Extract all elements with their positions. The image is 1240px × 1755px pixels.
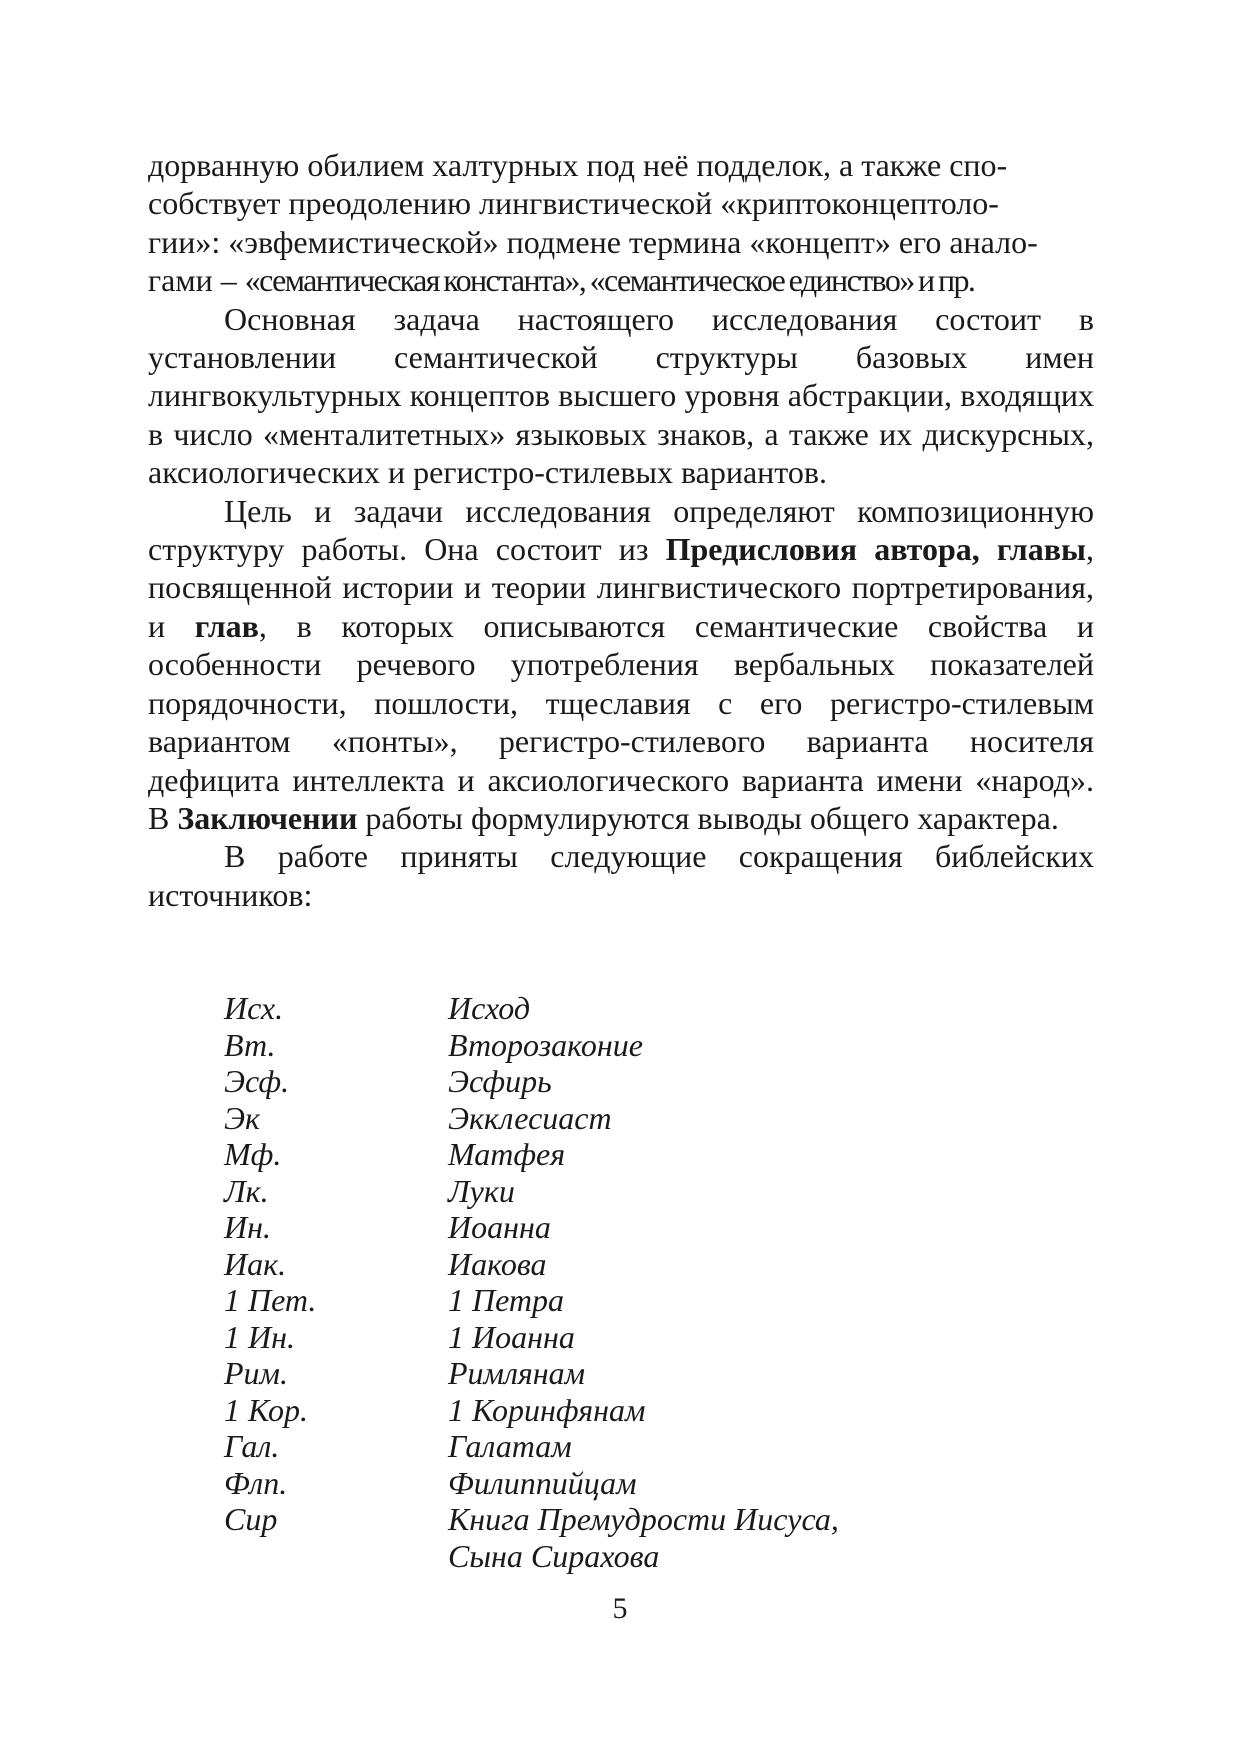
abbreviation: Эк (224, 1099, 260, 1136)
abbreviation: Сир (224, 1501, 278, 1537)
abbreviation: Иак. (224, 1245, 287, 1282)
abbreviation-meaning: Галатам (448, 1428, 572, 1464)
abbreviation-row (224, 1538, 924, 1575)
abbreviation-row (224, 1173, 924, 1210)
abbreviation: Мф. (224, 1136, 282, 1172)
abbreviation-row (224, 1063, 924, 1100)
paragraph-1-line-3: гии»: «эвфемистической» подмене термина «концепт» его анало- (148, 223, 1038, 260)
abbreviation-meaning: Матфея (448, 1136, 566, 1172)
abbreviation: 1 Ин. (224, 1318, 295, 1355)
abbreviation-row (224, 990, 924, 1027)
abbreviation-meaning: Экклесиаст (448, 1099, 612, 1136)
paragraph-4: В работе приняты следующие сокращения библейских источников: (148, 838, 1094, 913)
abbreviation-meaning: Исход (448, 990, 531, 1026)
abbreviation-meaning: 1 Коринфянам (448, 1391, 646, 1428)
page-number: 5 (612, 1592, 628, 1625)
abbreviation: Лк. (224, 1172, 269, 1209)
paragraph-1 (148, 146, 1094, 300)
paragraph-3 (148, 492, 1094, 838)
abbreviation: Вт. (224, 1026, 276, 1063)
abbreviation-meaning: Сына Сирахова (448, 1537, 660, 1574)
abbreviation-meaning: Второзаконие (448, 1026, 643, 1063)
paragraph-3-bold-1: Предисловия автора, главы (665, 531, 1086, 568)
abbreviation-meaning: Иоанна (448, 1209, 551, 1245)
paragraph-1-line-1: дорванную обилием халтурных под неё подделок, а также спо- (148, 147, 1008, 183)
paragraph-3-bold-2: глав (194, 607, 259, 644)
paragraph-3-text-2: , посвященной истории и теории лингвистического портретирования, и (148, 531, 1094, 644)
abbreviation: 1 Пет. (224, 1282, 317, 1318)
paragraph-1-line-4b: «семантическая константа», «семантическое единство» и пр. (244, 262, 975, 299)
abbreviation: Ин. (224, 1209, 271, 1245)
abbreviation-row (224, 1027, 924, 1064)
paragraph-3-text-4: работы формулируются выводы общего характера. (357, 799, 1059, 836)
page-body (148, 146, 1094, 914)
abbreviation-row (224, 1319, 924, 1356)
paragraph-3-text-1: Цель и задачи исследования определяют композиционную структуру работы. Она состоит из (148, 492, 1094, 568)
abbreviation-meaning: Книга Премудрости Иисуса, (448, 1501, 839, 1537)
abbreviation-row (224, 1501, 924, 1538)
abbreviation-row (224, 1392, 924, 1429)
paragraph-2: Основная задача настоящего исследования состоит в установлении семантической структуры базовых имен лингвокультурных концептов высшего уровня абстракции, входящих в число «менталитетных» языковых знаков, а также их дискурсных, аксиологических и регистро-стилевых вариантов. (148, 300, 1094, 491)
abbreviation-row (224, 1100, 924, 1137)
abbreviation-row (224, 1282, 924, 1319)
abbreviation-meaning: 1 Петра (448, 1282, 564, 1318)
abbreviation-row (224, 1355, 924, 1392)
abbreviation-list (224, 990, 924, 1574)
abbreviation: Флп. (224, 1464, 288, 1501)
paragraph-3-text-3: , в которых описываются семантические свойства и особенности речевого употребления вербальных показателей порядочности, пошлости, тщеславия с его регистро-стилевым вариантом «понты», регистро-стилевого варианта носителя дефицита интеллекта и аксиологического варианта имени «народ». В (148, 607, 1095, 836)
abbreviation-meaning: Иакова (448, 1245, 547, 1282)
abbreviation-row (224, 1136, 924, 1173)
paragraph-1-line-4a: гами – (148, 262, 245, 299)
abbreviation: Рим. (224, 1355, 288, 1391)
paragraph-1-line-2: собствует преодолению лингвистической «криптоконцептоло- (148, 185, 999, 222)
abbreviation-row (224, 1209, 924, 1246)
paragraph-3-bold-3: Заключении (177, 799, 358, 836)
abbreviation-row (224, 1465, 924, 1502)
abbreviation-meaning: 1 Иоанна (448, 1318, 575, 1355)
abbreviation-meaning: Филиппийцам (448, 1464, 637, 1501)
abbreviation: Эсф. (224, 1063, 290, 1099)
abbreviation: Гал. (224, 1428, 280, 1464)
abbreviation-meaning: Римлянам (448, 1355, 586, 1391)
abbreviation-meaning: Эсфирь (448, 1063, 552, 1099)
abbreviation (224, 1538, 448, 1575)
abbreviation: 1 Кор. (224, 1391, 309, 1428)
abbreviation-row (224, 1246, 924, 1283)
abbreviation-meaning: Луки (448, 1172, 515, 1209)
abbreviation-row (224, 1428, 924, 1465)
abbreviation: Исх. (224, 990, 284, 1026)
